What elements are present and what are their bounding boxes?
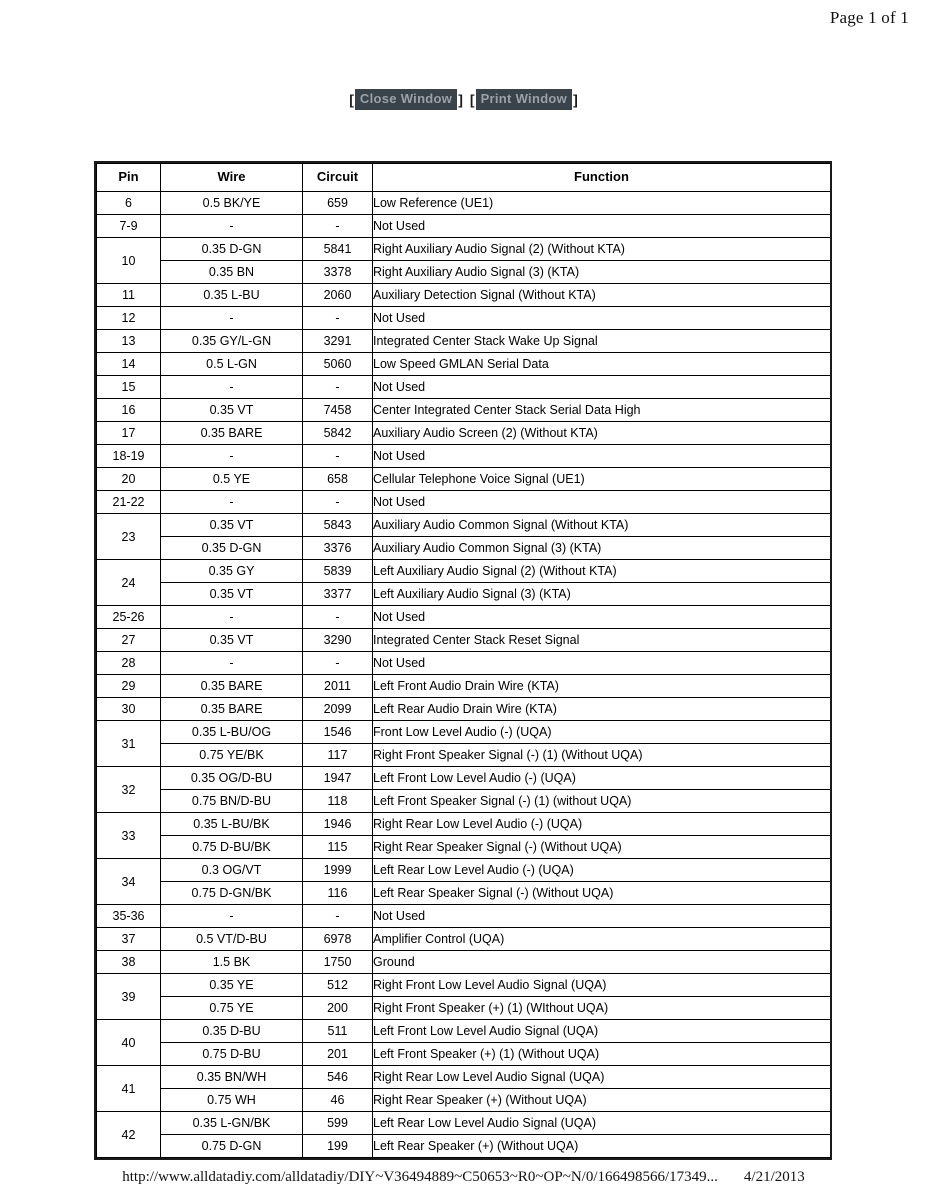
table-row bbox=[97, 491, 831, 514]
cell-function: Left Front Audio Drain Wire (KTA) bbox=[373, 675, 831, 698]
cell-function: Auxiliary Audio Common Signal (3) (KTA) bbox=[373, 537, 831, 560]
table-row bbox=[97, 905, 831, 928]
cell-wire: 0.35 GY/L-GN bbox=[161, 330, 303, 353]
cell-function: Not Used bbox=[373, 652, 831, 675]
column-header-pin: Pin bbox=[97, 164, 161, 192]
cell-pin: 6 bbox=[97, 192, 161, 215]
table-row bbox=[97, 399, 831, 422]
cell-wire: 0.35 D-GN bbox=[161, 537, 303, 560]
cell-pin: 29 bbox=[97, 675, 161, 698]
table-row bbox=[97, 468, 831, 491]
cell-function: Left Front Speaker (+) (1) (Without UQA) bbox=[373, 1043, 831, 1066]
cell-wire: 0.35 BARE bbox=[161, 675, 303, 698]
cell-function: Left Front Speaker Signal (-) (1) (without UQA) bbox=[373, 790, 831, 813]
cell-circuit: 201 bbox=[303, 1043, 373, 1066]
table-row bbox=[97, 1066, 831, 1089]
cell-circuit: 5843 bbox=[303, 514, 373, 537]
cell-circuit: 1750 bbox=[303, 951, 373, 974]
cell-function: Not Used bbox=[373, 376, 831, 399]
cell-pin: 41 bbox=[97, 1066, 161, 1112]
cell-wire: 1.5 BK bbox=[161, 951, 303, 974]
table-row bbox=[97, 284, 831, 307]
table-row bbox=[97, 353, 831, 376]
cell-wire: 0.35 VT bbox=[161, 514, 303, 537]
cell-pin: 11 bbox=[97, 284, 161, 307]
table-row bbox=[97, 583, 831, 606]
cell-function: Integrated Center Stack Wake Up Signal bbox=[373, 330, 831, 353]
table-row bbox=[97, 307, 831, 330]
table-row bbox=[97, 790, 831, 813]
cell-wire: 0.5 VT/D-BU bbox=[161, 928, 303, 951]
cell-circuit: 2060 bbox=[303, 284, 373, 307]
table-row bbox=[97, 376, 831, 399]
cell-pin: 16 bbox=[97, 399, 161, 422]
footer-url: http://www.alldatadiy.com/alldatadiy/DIY~V36494889~C50653~R0~OP~N/0/166498566/17349... bbox=[122, 1169, 718, 1185]
cell-circuit: - bbox=[303, 215, 373, 238]
window-actions-bar bbox=[0, 89, 927, 110]
cell-function: Right Rear Low Level Audio Signal (UQA) bbox=[373, 1066, 831, 1089]
cell-wire: 0.35 L-BU bbox=[161, 284, 303, 307]
cell-function: Left Front Low Level Audio (-) (UQA) bbox=[373, 767, 831, 790]
cell-function: Not Used bbox=[373, 606, 831, 629]
cell-pin: 13 bbox=[97, 330, 161, 353]
table-row bbox=[97, 330, 831, 353]
cell-function: Not Used bbox=[373, 905, 831, 928]
cell-function: Left Auxiliary Audio Signal (3) (KTA) bbox=[373, 583, 831, 606]
cell-circuit: - bbox=[303, 491, 373, 514]
cell-wire: 0.35 D-BU bbox=[161, 1020, 303, 1043]
cell-wire: - bbox=[161, 215, 303, 238]
table-row bbox=[97, 1135, 831, 1158]
table-row bbox=[97, 974, 831, 997]
cell-circuit: 1999 bbox=[303, 859, 373, 882]
cell-pin: 7-9 bbox=[97, 215, 161, 238]
table-row bbox=[97, 215, 831, 238]
cell-circuit: 118 bbox=[303, 790, 373, 813]
table-row bbox=[97, 1020, 831, 1043]
page-footer bbox=[0, 1169, 927, 1186]
table-row bbox=[97, 445, 831, 468]
cell-function: Auxiliary Detection Signal (Without KTA) bbox=[373, 284, 831, 307]
cell-wire: 0.5 YE bbox=[161, 468, 303, 491]
table-row bbox=[97, 698, 831, 721]
open-bracket-print: [ bbox=[469, 91, 475, 108]
cell-function: Right Front Speaker (+) (1) (WIthout UQA) bbox=[373, 997, 831, 1020]
cell-function: Right Front Speaker Signal (-) (1) (Without UQA) bbox=[373, 744, 831, 767]
cell-circuit: 512 bbox=[303, 974, 373, 997]
cell-function: Not Used bbox=[373, 445, 831, 468]
cell-function: Left Rear Speaker Signal (-) (Without UQA) bbox=[373, 882, 831, 905]
cell-function: Left Rear Low Level Audio Signal (UQA) bbox=[373, 1112, 831, 1135]
cell-wire: 0.35 BARE bbox=[161, 698, 303, 721]
cell-circuit: 1546 bbox=[303, 721, 373, 744]
table-row bbox=[97, 675, 831, 698]
cell-circuit: 1947 bbox=[303, 767, 373, 790]
open-bracket-close: [ bbox=[349, 91, 354, 108]
table-row bbox=[97, 652, 831, 675]
table-row bbox=[97, 882, 831, 905]
page-indicator: Page 1 of 1 bbox=[829, 8, 909, 27]
cell-circuit: 3376 bbox=[303, 537, 373, 560]
cell-pin: 18-19 bbox=[97, 445, 161, 468]
cell-wire: 0.35 VT bbox=[161, 629, 303, 652]
cell-circuit: 3290 bbox=[303, 629, 373, 652]
cell-wire: 0.75 YE bbox=[161, 997, 303, 1020]
table-row bbox=[97, 836, 831, 859]
cell-wire: 0.35 L-BU/OG bbox=[161, 721, 303, 744]
cell-circuit: 5839 bbox=[303, 560, 373, 583]
table-row bbox=[97, 744, 831, 767]
table-row bbox=[97, 192, 831, 215]
cell-wire: 0.35 YE bbox=[161, 974, 303, 997]
table-row bbox=[97, 238, 831, 261]
table-row bbox=[97, 1112, 831, 1135]
table-row bbox=[97, 422, 831, 445]
cell-function: Integrated Center Stack Reset Signal bbox=[373, 629, 831, 652]
cell-pin: 31 bbox=[97, 721, 161, 767]
cell-wire: - bbox=[161, 376, 303, 399]
cell-wire: 0.35 BARE bbox=[161, 422, 303, 445]
cell-circuit: 5842 bbox=[303, 422, 373, 445]
cell-function: Cellular Telephone Voice Signal (UE1) bbox=[373, 468, 831, 491]
cell-circuit: 658 bbox=[303, 468, 373, 491]
cell-circuit: 200 bbox=[303, 997, 373, 1020]
cell-pin: 14 bbox=[97, 353, 161, 376]
cell-circuit: 199 bbox=[303, 1135, 373, 1158]
cell-wire: 0.35 VT bbox=[161, 583, 303, 606]
table-row bbox=[97, 261, 831, 284]
cell-wire: 0.75 YE/BK bbox=[161, 744, 303, 767]
cell-function: Left Auxiliary Audio Signal (2) (Without KTA) bbox=[373, 560, 831, 583]
cell-circuit: - bbox=[303, 606, 373, 629]
cell-wire: 0.5 L-GN bbox=[161, 353, 303, 376]
cell-function: Not Used bbox=[373, 215, 831, 238]
cell-circuit: - bbox=[303, 307, 373, 330]
column-header-function: Function bbox=[373, 164, 831, 192]
cell-circuit: 7458 bbox=[303, 399, 373, 422]
cell-function: Amplifier Control (UQA) bbox=[373, 928, 831, 951]
table-row bbox=[97, 951, 831, 974]
table-header-row bbox=[97, 164, 831, 192]
cell-function: Right Front Low Level Audio Signal (UQA) bbox=[373, 974, 831, 997]
cell-function: Right Rear Speaker (+) (Without UQA) bbox=[373, 1089, 831, 1112]
pin-assignment-table bbox=[96, 163, 831, 1158]
cell-function: Left Rear Low Level Audio (-) (UQA) bbox=[373, 859, 831, 882]
table-row bbox=[97, 1043, 831, 1066]
cell-function: Center Integrated Center Stack Serial Data High bbox=[373, 399, 831, 422]
cell-pin: 33 bbox=[97, 813, 161, 859]
table-row bbox=[97, 1089, 831, 1112]
cell-circuit: 6978 bbox=[303, 928, 373, 951]
table-row bbox=[97, 514, 831, 537]
column-header-wire: Wire bbox=[161, 164, 303, 192]
cell-circuit: - bbox=[303, 376, 373, 399]
cell-function: Left Front Low Level Audio Signal (UQA) bbox=[373, 1020, 831, 1043]
table-body bbox=[97, 192, 831, 1158]
cell-pin: 23 bbox=[97, 514, 161, 560]
cell-circuit: 1946 bbox=[303, 813, 373, 836]
cell-pin: 17 bbox=[97, 422, 161, 445]
table-header bbox=[97, 164, 831, 192]
cell-wire: 0.35 OG/D-BU bbox=[161, 767, 303, 790]
cell-function: Not Used bbox=[373, 307, 831, 330]
cell-circuit: 3291 bbox=[303, 330, 373, 353]
cell-circuit: 599 bbox=[303, 1112, 373, 1135]
cell-circuit: 2099 bbox=[303, 698, 373, 721]
footer-date: 4/21/2013 bbox=[743, 1169, 805, 1185]
cell-function: Left Rear Audio Drain Wire (KTA) bbox=[373, 698, 831, 721]
table-row bbox=[97, 606, 831, 629]
cell-function: Auxiliary Audio Screen (2) (Without KTA) bbox=[373, 422, 831, 445]
cell-circuit: 659 bbox=[303, 192, 373, 215]
cell-function: Ground bbox=[373, 951, 831, 974]
cell-wire: 0.75 BN/D-BU bbox=[161, 790, 303, 813]
cell-function: Right Rear Low Level Audio (-) (UQA) bbox=[373, 813, 831, 836]
cell-pin: 28 bbox=[97, 652, 161, 675]
cell-circuit: 2011 bbox=[303, 675, 373, 698]
cell-wire: 0.75 D-BU/BK bbox=[161, 836, 303, 859]
cell-wire: - bbox=[161, 491, 303, 514]
cell-circuit: 546 bbox=[303, 1066, 373, 1089]
cell-wire: - bbox=[161, 445, 303, 468]
cell-circuit: 116 bbox=[303, 882, 373, 905]
cell-pin: 35-36 bbox=[97, 905, 161, 928]
cell-pin: 30 bbox=[97, 698, 161, 721]
cell-circuit: 5060 bbox=[303, 353, 373, 376]
cell-function: Auxiliary Audio Common Signal (Without KTA) bbox=[373, 514, 831, 537]
cell-wire: 0.35 BN/WH bbox=[161, 1066, 303, 1089]
cell-function: Not Used bbox=[373, 491, 831, 514]
cell-wire: 0.75 WH bbox=[161, 1089, 303, 1112]
table-row bbox=[97, 537, 831, 560]
cell-wire: 0.3 OG/VT bbox=[161, 859, 303, 882]
cell-wire: 0.35 L-GN/BK bbox=[161, 1112, 303, 1135]
close-bracket-close: ] bbox=[458, 91, 463, 108]
cell-wire: 0.35 L-BU/BK bbox=[161, 813, 303, 836]
cell-wire: 0.75 D-BU bbox=[161, 1043, 303, 1066]
cell-wire: 0.5 BK/YE bbox=[161, 192, 303, 215]
cell-wire: 0.75 D-GN bbox=[161, 1135, 303, 1158]
table-row bbox=[97, 560, 831, 583]
cell-circuit: - bbox=[303, 445, 373, 468]
cell-circuit: 3378 bbox=[303, 261, 373, 284]
cell-wire: 0.35 VT bbox=[161, 399, 303, 422]
cell-pin: 27 bbox=[97, 629, 161, 652]
table-row bbox=[97, 629, 831, 652]
cell-pin: 20 bbox=[97, 468, 161, 491]
cell-function: Low Speed GMLAN Serial Data bbox=[373, 353, 831, 376]
cell-pin: 38 bbox=[97, 951, 161, 974]
cell-function: Right Auxiliary Audio Signal (2) (Without KTA) bbox=[373, 238, 831, 261]
cell-pin: 21-22 bbox=[97, 491, 161, 514]
cell-function: Left Rear Speaker (+) (Without UQA) bbox=[373, 1135, 831, 1158]
cell-pin: 39 bbox=[97, 974, 161, 1020]
cell-wire: 0.35 GY bbox=[161, 560, 303, 583]
table-row bbox=[97, 813, 831, 836]
cell-wire: - bbox=[161, 652, 303, 675]
column-header-circuit: Circuit bbox=[303, 164, 373, 192]
table-row bbox=[97, 928, 831, 951]
close-window-link[interactable]: Close Window bbox=[355, 89, 457, 110]
cell-pin: 37 bbox=[97, 928, 161, 951]
print-window-link[interactable]: Print Window bbox=[476, 89, 573, 110]
cell-pin: 40 bbox=[97, 1020, 161, 1066]
cell-pin: 34 bbox=[97, 859, 161, 905]
cell-pin: 24 bbox=[97, 560, 161, 606]
cell-pin: 10 bbox=[97, 238, 161, 284]
cell-pin: 15 bbox=[97, 376, 161, 399]
cell-circuit: 46 bbox=[303, 1089, 373, 1112]
cell-pin: 25-26 bbox=[97, 606, 161, 629]
cell-circuit: 115 bbox=[303, 836, 373, 859]
cell-function: Right Auxiliary Audio Signal (3) (KTA) bbox=[373, 261, 831, 284]
cell-circuit: 511 bbox=[303, 1020, 373, 1043]
table-row bbox=[97, 721, 831, 744]
cell-pin: 32 bbox=[97, 767, 161, 813]
cell-function: Right Rear Speaker Signal (-) (Without UQA) bbox=[373, 836, 831, 859]
table-row bbox=[97, 859, 831, 882]
cell-wire: - bbox=[161, 905, 303, 928]
table-row bbox=[97, 997, 831, 1020]
cell-function: Low Reference (UE1) bbox=[373, 192, 831, 215]
table-row bbox=[97, 767, 831, 790]
cell-circuit: 3377 bbox=[303, 583, 373, 606]
cell-wire: 0.35 BN bbox=[161, 261, 303, 284]
cell-wire: - bbox=[161, 307, 303, 330]
cell-pin: 42 bbox=[97, 1112, 161, 1158]
pin-table-container bbox=[96, 163, 830, 1158]
cell-circuit: 117 bbox=[303, 744, 373, 767]
cell-circuit: - bbox=[303, 652, 373, 675]
cell-wire: - bbox=[161, 606, 303, 629]
cell-pin: 12 bbox=[97, 307, 161, 330]
cell-wire: 0.75 D-GN/BK bbox=[161, 882, 303, 905]
cell-wire: 0.35 D-GN bbox=[161, 238, 303, 261]
cell-function: Front Low Level Audio (-) (UQA) bbox=[373, 721, 831, 744]
cell-circuit: 5841 bbox=[303, 238, 373, 261]
cell-circuit: - bbox=[303, 905, 373, 928]
close-bracket-print: ] bbox=[573, 91, 578, 108]
